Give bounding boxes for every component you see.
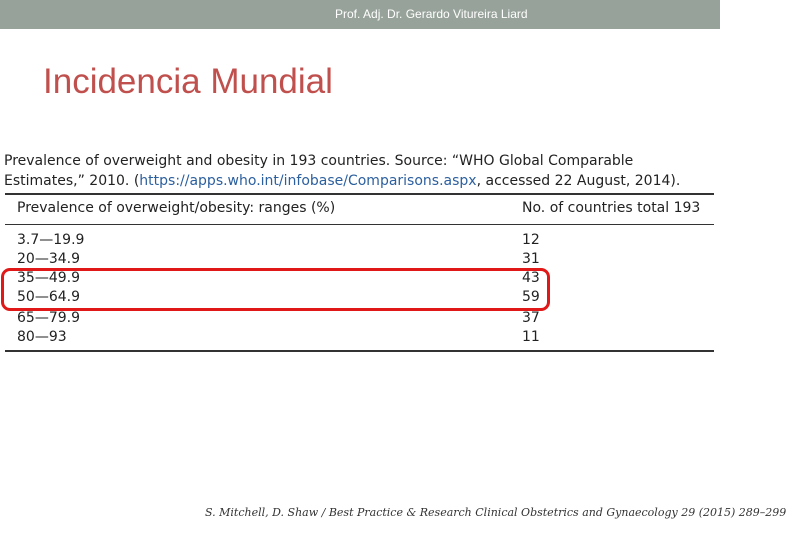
table-row-count: 31 — [522, 251, 540, 267]
header-bar — [0, 0, 720, 29]
table-row-range: 65—79.9 — [17, 310, 80, 326]
table-row-range: 50—64.9 — [17, 289, 80, 305]
citation: S. Mitchell, D. Shaw / Best Practice & Research Clinical Obstetrics and Gynaecology 29 (2015) 289–299 — [205, 506, 786, 519]
table-row-count: 12 — [522, 232, 540, 248]
table-header-rule — [5, 224, 714, 225]
column-header-ranges: Prevalence of overweight/obesity: ranges (%) — [17, 200, 336, 216]
table-row-range: 35—49.9 — [17, 270, 80, 286]
caption-text-start: Prevalence of overweight and obesity in 193 countries. Source: “WHO Global Comparable Estimates,” 2010. ( — [4, 153, 634, 189]
table-row-count: 59 — [522, 289, 540, 305]
author-name: Prof. Adj. Dr. Gerardo Vitureira Liard — [335, 7, 528, 21]
slide-title: Incidencia Mundial — [43, 62, 333, 101]
table-caption — [4, 151, 716, 191]
table-row-count: 43 — [522, 270, 540, 286]
table-row-range: 80—93 — [17, 329, 67, 345]
who-infobase-link[interactable]: https://apps.who.int/infobase/Comparisons.aspx — [139, 173, 477, 189]
table-row-range: 3.7—19.9 — [17, 232, 85, 248]
caption-text-end: , accessed 22 August, 2014). — [476, 173, 681, 189]
table-row-count: 11 — [522, 329, 540, 345]
table-row-count: 37 — [522, 310, 540, 326]
highlight-box — [1, 268, 550, 311]
table-top-rule — [5, 193, 714, 195]
table-row-range: 20—34.9 — [17, 251, 80, 267]
table-bottom-rule — [5, 350, 714, 352]
column-header-countries: No. of countries total 193 — [522, 200, 701, 216]
